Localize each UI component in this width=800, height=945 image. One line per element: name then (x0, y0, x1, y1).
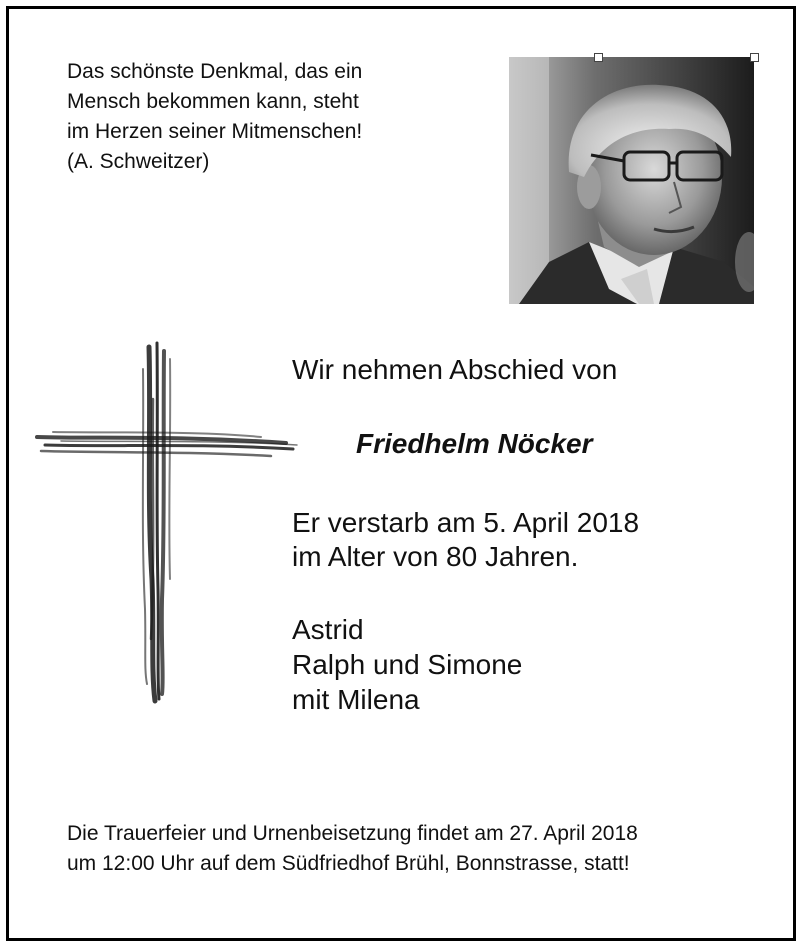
quote-line: im Herzen seiner Mitmenschen! (67, 120, 363, 143)
notice-heading: Wir nehmen Abschied von (292, 354, 618, 385)
age-line: im Alter von 80 Jahren. (292, 541, 579, 572)
death-date-line: Er verstarb am 5. April 2018 (292, 507, 640, 538)
quote-block (67, 57, 362, 177)
deceased-name: Friedhelm Nöcker (356, 428, 593, 459)
portrait-illustration (509, 57, 754, 304)
family-member: Ralph und Simone (292, 649, 523, 680)
service-info (67, 819, 638, 879)
service-line: Die Trauerfeier und Urnenbeisetzung findet am 27. April 2018 (67, 822, 638, 845)
family-member: Astrid (292, 614, 364, 645)
notice-frame (6, 6, 796, 941)
portrait-photo (509, 57, 754, 304)
cross-icon (31, 339, 301, 709)
service-line: um 12:00 Uhr auf dem Südfriedhof Brühl, Bonnstrasse, statt! (67, 852, 630, 875)
family-member: mit Milena (292, 684, 420, 715)
selection-handle (594, 53, 603, 62)
quote-author: (A. Schweitzer) (67, 150, 210, 173)
quote-line: Mensch bekommen kann, steht (67, 90, 359, 113)
quote-line: Das schönste Denkmal, das ein (67, 60, 363, 83)
selection-handle (750, 53, 759, 62)
